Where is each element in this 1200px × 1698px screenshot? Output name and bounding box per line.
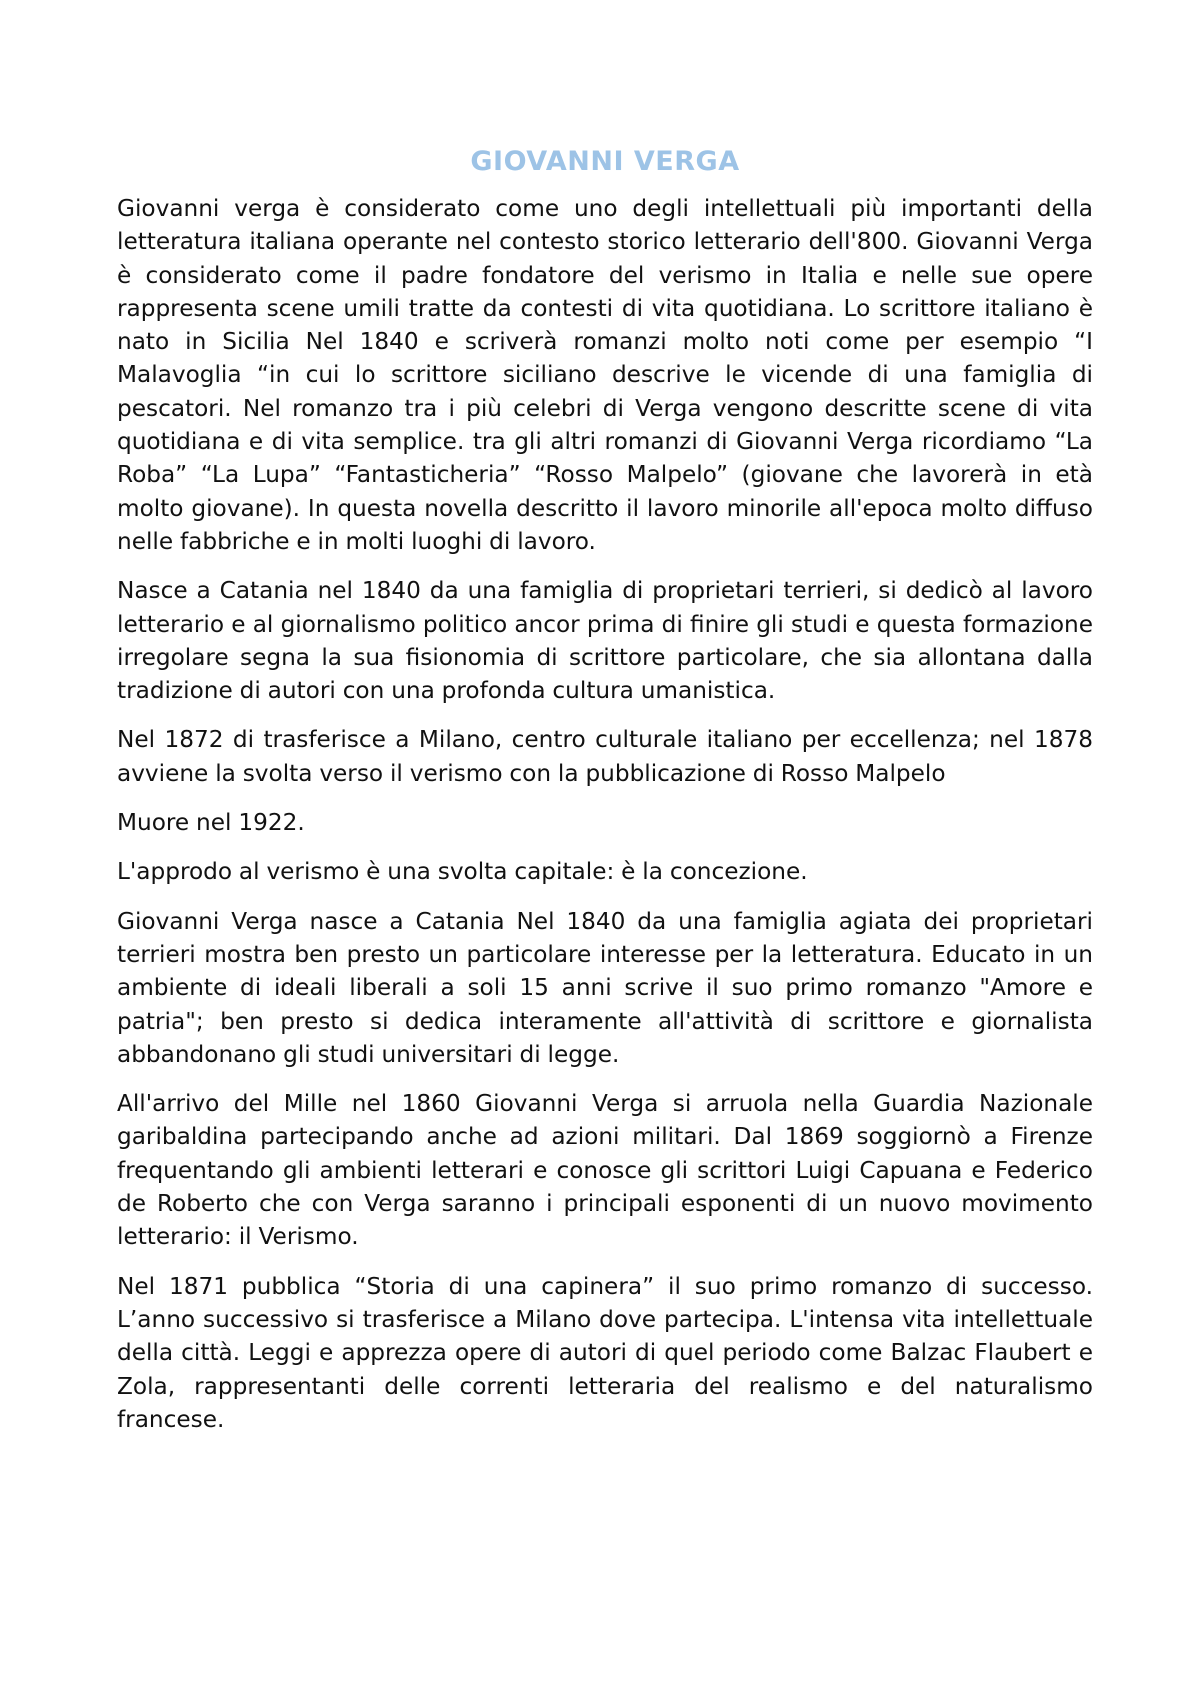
- paragraph-intro: Giovanni verga è considerato come uno degli intellettuali più importanti della letteratura italiana operante nel contesto storico letterario dell'800. Giovanni Verga è considerato come il padre fondatore del verismo in Italia e nelle sue opere rappresenta scene umili tratte da contesti di vita quotidiana. Lo scrittore italiano è nato in Sicilia Nel 1840 e scriverà romanzi molto noti come per esempio “I Malavoglia “in cui lo scrittore siciliano descrive le vicende di una famiglia di pescatori. Nel romanzo tra i più celebri di Verga vengono descritte scene di vita quotidiana e di vita semplice. tra gli altri romanzi di Giovanni Verga ricordiamo “La Roba” “La Lupa” “Fantasticheria” “Rosso Malpelo” (giovane che lavorerà in età molto giovane). In questa novella descritto il lavoro minorile all'epoca molto diffuso nelle fabbriche e in molti luoghi di lavoro.: [117, 195, 1093, 555]
- paragraph-death: Muore nel 1922.: [117, 809, 305, 837]
- paragraph-garibaldi: All'arrivo del Mille nel 1860 Giovanni Verga si arruola nella Guardia Nazionale garibaldina partecipando anche ad azioni militari. Dal 1869 soggiornò a Firenze frequentando gli ambienti letterari e conosce gli scrittori Luigi Capuana e Federico de Roberto che con Verga saranno i principali esponenti di un nuovo movimento letterario: il Verismo.: [117, 1090, 1093, 1251]
- paragraph-verismo: L'approdo al verismo è una svolta capitale: è la concezione.: [117, 858, 808, 886]
- paragraph-milano: Nel 1872 di trasferisce a Milano, centro culturale italiano per eccellenza; nel 1878 avviene la svolta verso il verismo con la pubblicazione di Rosso Malpelo: [117, 726, 1093, 787]
- document-title: GIOVANNI VERGA: [470, 146, 740, 177]
- paragraph-youth: Giovanni Verga nasce a Catania Nel 1840 da una famiglia agiata dei proprietari terrieri mostra ben presto un particolare interesse per la letteratura. Educato in un ambiente di ideali liberali a soli 15 anni scrive il suo primo romanzo "Amore e patria"; ben presto si dedica interamente all'attività di scrittore e giornalista abbandonano gli studi universitari di legge.: [117, 907, 1093, 1068]
- paragraph-birth: Nasce a Catania nel 1840 da una famiglia di proprietari terrieri, si dedicò al lavoro letterario e al giornalismo politico ancor prima di finire gli studi e questa formazione irregolare segna la sua fisionomia di scrittore particolare, che sia allontana dalla tradizione di autori con una profonda cultura umanistica.: [117, 577, 1093, 705]
- paragraph-capinera: Nel 1871 pubblica “Storia di una capinera” il suo primo romanzo di successo. L’anno successivo si trasferisce a Milano dove partecipa. L'intensa vita intellettuale della città. Leggi e apprezza opere di autori di quel periodo come Balzac Flaubert e Zola, rappresentanti delle correnti letteraria del realismo e del naturalismo francese.: [117, 1272, 1093, 1433]
